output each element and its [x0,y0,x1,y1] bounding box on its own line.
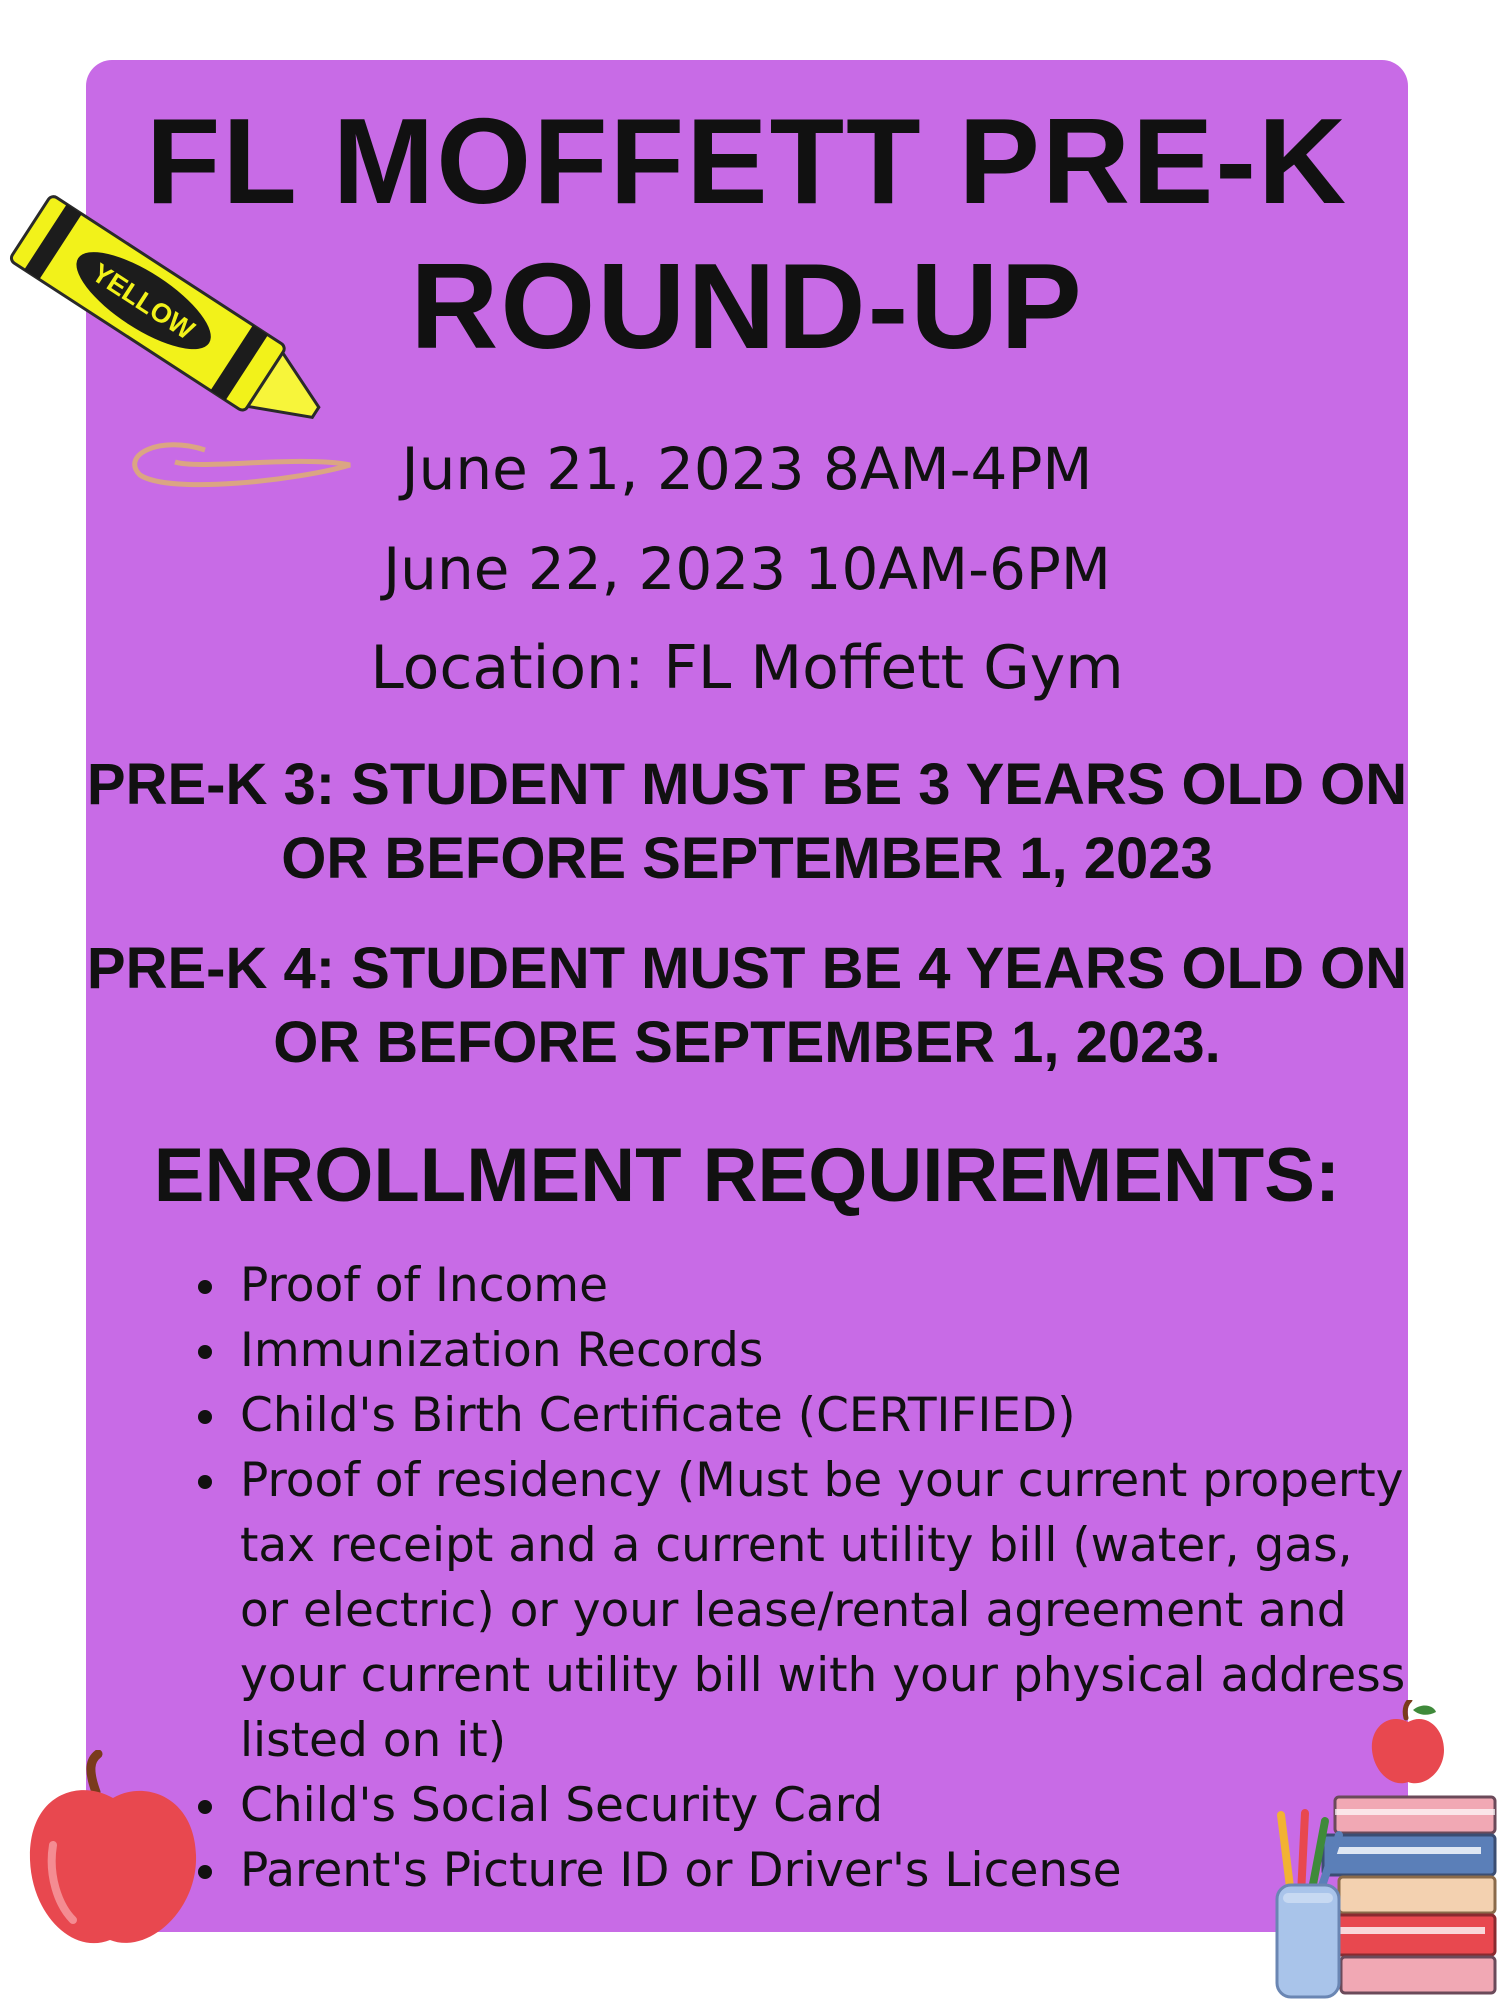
list-item: Proof of residency (Must be your current property tax receipt and a current utility bill (water, gas, or electric) or your lease/rental agreement and your current utility bill with your physical address listed on it) [192,1448,1407,1773]
list-item: Proof of Income [192,1253,1407,1318]
apple-icon [18,1750,208,1960]
page-title-line1: FL MOFFETT PRE-K [145,93,1349,229]
list-item: Child's Birth Certificate (CERTIFIED) [192,1383,1407,1448]
page-title-line2: ROUND-UP [410,238,1084,374]
prek3-eligibility: PRE-K 3: STUDENT MUST BE 3 YEARS OLD ON OR BEFORE SEPTEMBER 1, 2023 [86,752,1408,891]
apple-icon [1368,1700,1448,1790]
list-item: Immunization Records [192,1318,1407,1383]
list-item: Child's Social Security Card [192,1773,1407,1838]
date-line-2: June 22, 2023 10AM-6PM [383,535,1111,603]
date-line-1: June 21, 2023 8AM-4PM [401,435,1093,503]
prek4-eligibility: PRE-K 4: STUDENT MUST BE 4 YEARS OLD ON OR BEFORE SEPTEMBER 1, 2023. [86,936,1408,1075]
list-item: Parent's Picture ID or Driver's License [192,1838,1407,1903]
books-icon [1275,1795,1500,2000]
crayon-label: YELLOW [86,257,200,346]
location-line: Location: FL Moffett Gym [370,633,1124,703]
requirements-list [192,1253,1407,1903]
requirements-heading: ENROLLMENT REQUIREMENTS: [153,1133,1341,1218]
